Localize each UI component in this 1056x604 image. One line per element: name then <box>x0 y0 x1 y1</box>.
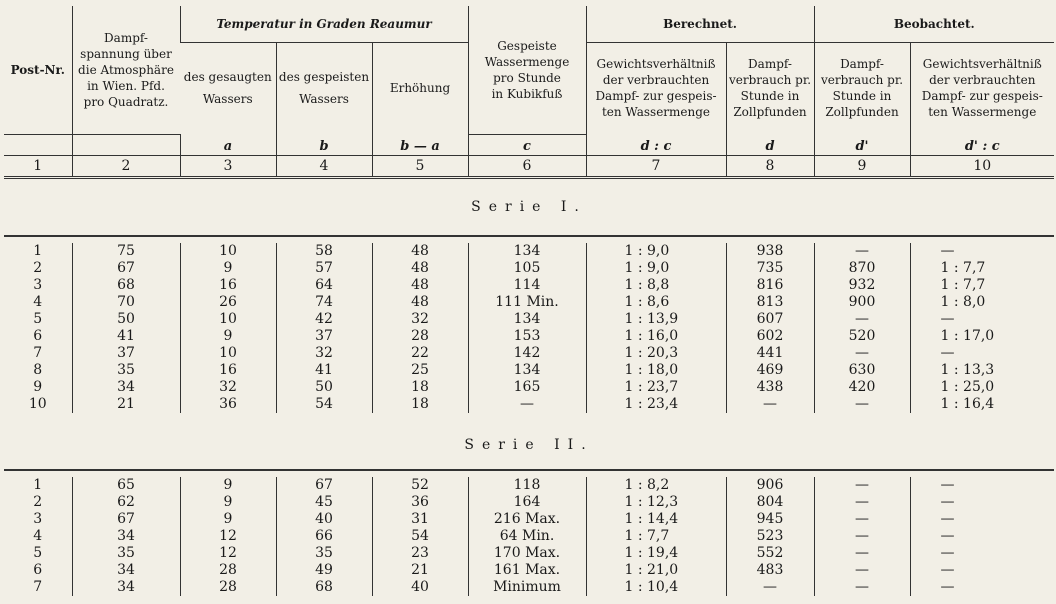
symbol-cell: d <box>726 134 814 155</box>
cell-post-nr: 8 <box>33 361 43 378</box>
cell-ber-ratio: 1 : 23,7 <box>586 379 726 396</box>
cell-post-nr: 3 <box>33 510 43 527</box>
spacer-cell <box>372 596 468 604</box>
cell-temp-a: 10 <box>180 345 276 362</box>
cell-dampfspannung: 34 <box>72 528 180 545</box>
header-line: Zollpfunden <box>825 105 899 120</box>
header-berechnet-group: Berechnet. <box>586 6 814 42</box>
cell-ber-ratio: 1 : 20,3 <box>586 345 726 362</box>
cell-ber-dampf: — <box>726 396 814 413</box>
cell-ber-dampf: 438 <box>726 379 814 396</box>
spacer-cell <box>726 413 814 421</box>
spacer-cell <box>4 596 72 604</box>
cell-temp-b: 64 <box>276 277 372 294</box>
cell-dampfspannung: 67 <box>72 511 180 528</box>
series-2-title: Serie II. <box>4 421 1054 470</box>
cell-post-nr: 7 <box>33 578 43 595</box>
cell-dampfspannung: 50 <box>72 311 180 328</box>
cell-beo-dampf: — <box>814 511 910 528</box>
cell-temp-b: 49 <box>276 562 372 579</box>
cell-beo-ratio: 1 : 25,0 <box>910 379 1054 396</box>
cell-beo-dampf: — <box>814 494 910 511</box>
cell-dampfspannung: 68 <box>72 277 180 294</box>
cell-wassermenge: 114 <box>468 277 586 294</box>
cell-ber-dampf: 523 <box>726 528 814 545</box>
cell-ber-dampf: 602 <box>726 328 814 345</box>
cell-erhoehung: 21 <box>372 562 468 579</box>
cell-ber-dampf: 735 <box>726 260 814 277</box>
cell-temp-b: 41 <box>276 362 372 379</box>
cell-erhoehung: 40 <box>372 579 468 596</box>
cell-post-nr: 6 <box>33 561 43 578</box>
cell-ber-dampf: 469 <box>726 362 814 379</box>
spacer <box>4 596 1054 604</box>
cell-ber-dampf: 816 <box>726 277 814 294</box>
cell-temp-a: 12 <box>180 528 276 545</box>
spacer <box>4 470 1054 477</box>
spacer-cell <box>72 413 180 421</box>
header-dampfspannung <box>72 6 180 134</box>
table-row <box>4 362 1054 379</box>
cell-beo-dampf: — <box>814 562 910 579</box>
cell-beo-ratio: — <box>910 562 1054 579</box>
cell-erhoehung: 48 <box>372 243 468 260</box>
cell-erhoehung: 23 <box>372 545 468 562</box>
column-number: 9 <box>814 155 910 177</box>
cell-temp-a: 9 <box>180 494 276 511</box>
cell-beo-ratio: — <box>910 243 1054 260</box>
cell-temp-b: 40 <box>276 511 372 528</box>
cell-beo-dampf: 520 <box>814 328 910 345</box>
cell-post-nr: 4 <box>33 293 43 310</box>
symbol-cell: b — a <box>372 134 468 155</box>
cell-temp-b: 66 <box>276 528 372 545</box>
table-row <box>4 277 1054 294</box>
cell-ber-dampf: 938 <box>726 243 814 260</box>
spacer-cell <box>180 413 276 421</box>
spacer-cell <box>4 413 72 421</box>
column-number: 7 <box>586 155 726 177</box>
cell-wassermenge: 164 <box>468 494 586 511</box>
cell-temp-b: 32 <box>276 345 372 362</box>
header-line: verbrauch pr. <box>728 73 812 88</box>
cell-ber-ratio: 1 : 9,0 <box>586 243 726 260</box>
cell-beo-dampf: — <box>814 528 910 545</box>
table-row <box>4 379 1054 396</box>
table-row <box>4 294 1054 311</box>
cell-beo-ratio: — <box>910 579 1054 596</box>
cell-dampfspannung: 35 <box>72 545 180 562</box>
cell-wassermenge: 165 <box>468 379 586 396</box>
spacer-cell <box>814 596 910 604</box>
cell-wassermenge: 134 <box>468 243 586 260</box>
cell-beo-ratio: 1 : 7,7 <box>910 260 1054 277</box>
cell-post-nr: 2 <box>33 493 43 510</box>
cell-erhoehung: 18 <box>372 379 468 396</box>
spacer-cell <box>586 413 726 421</box>
cell-erhoehung: 48 <box>372 260 468 277</box>
header-line: die Atmosphäre <box>78 62 174 77</box>
cell-ber-ratio: 1 : 10,4 <box>586 579 726 596</box>
spacer-cell <box>468 596 586 604</box>
cell-wassermenge: Minimum <box>468 579 586 596</box>
cell-wassermenge: 105 <box>468 260 586 277</box>
header-gespeiste <box>468 6 586 134</box>
cell-ber-dampf: — <box>726 579 814 596</box>
cell-dampfspannung: 67 <box>72 260 180 277</box>
series-2-body <box>4 421 1054 604</box>
header-line: in Kubikfuß <box>491 86 563 101</box>
header-beobachtet-group: Beobachtet. <box>814 6 1054 42</box>
cell-beo-ratio: — <box>910 345 1054 362</box>
symbol-cell: d : c <box>586 134 726 155</box>
cell-wassermenge: — <box>468 396 586 413</box>
header-line: verbrauch pr. <box>820 73 904 88</box>
symbol-cell: c <box>468 134 586 155</box>
header-line: pro Stunde <box>493 70 561 85</box>
header-line: der verbrauchten <box>602 73 710 88</box>
cell-post-nr: 5 <box>33 544 43 561</box>
header-temp-b <box>276 42 372 134</box>
series-1-title-row <box>4 177 1054 236</box>
cell-beo-dampf: — <box>814 579 910 596</box>
cell-beo-dampf: 630 <box>814 362 910 379</box>
column-number: 6 <box>468 155 586 177</box>
spacer-cell <box>372 413 468 421</box>
cell-ber-dampf: 483 <box>726 562 814 579</box>
header-line: ten Wassermenge <box>928 105 1037 120</box>
cell-wassermenge: 161 Max. <box>468 562 586 579</box>
cell-erhoehung: 28 <box>372 328 468 345</box>
cell-dampfspannung: 62 <box>72 494 180 511</box>
cell-dampfspannung: 65 <box>72 477 180 494</box>
header-line: Gespeiste <box>497 38 557 53</box>
cell-erhoehung: 31 <box>372 511 468 528</box>
cell-wassermenge: 170 Max. <box>468 545 586 562</box>
cell-temp-a: 10 <box>180 243 276 260</box>
cell-ber-dampf: 906 <box>726 477 814 494</box>
cell-erhoehung: 25 <box>372 362 468 379</box>
column-number: 3 <box>180 155 276 177</box>
cell-temp-b: 50 <box>276 379 372 396</box>
cell-temp-b: 37 <box>276 328 372 345</box>
cell-wassermenge: 134 <box>468 311 586 328</box>
column-number: 2 <box>72 155 180 177</box>
cell-dampfspannung: 41 <box>72 328 180 345</box>
cell-post-nr: 7 <box>33 344 43 361</box>
cell-temp-a: 28 <box>180 562 276 579</box>
cell-erhoehung: 36 <box>372 494 468 511</box>
symbol-cell: d' : c <box>910 134 1054 155</box>
cell-ber-dampf: 441 <box>726 345 814 362</box>
table-row <box>4 511 1054 528</box>
column-number: 10 <box>910 155 1054 177</box>
column-number: 1 <box>4 155 72 177</box>
cell-ber-ratio: 1 : 21,0 <box>586 562 726 579</box>
cell-post-nr: 4 <box>33 527 43 544</box>
series-1-body <box>4 177 1054 421</box>
cell-beo-ratio: 1 : 13,3 <box>910 362 1054 379</box>
header-line: pro Quadratz. <box>83 94 169 109</box>
table-row <box>4 494 1054 511</box>
header-line: Wassers <box>299 92 349 107</box>
table-row <box>4 328 1054 345</box>
cell-beo-dampf: — <box>814 477 910 494</box>
cell-temp-a: 9 <box>180 260 276 277</box>
table-row <box>4 243 1054 260</box>
cell-temp-a: 36 <box>180 396 276 413</box>
cell-erhoehung: 52 <box>372 477 468 494</box>
cell-temp-b: 67 <box>276 477 372 494</box>
cell-beo-dampf: — <box>814 345 910 362</box>
column-number-row <box>4 155 1054 177</box>
header-line: Dampf- <box>840 57 884 72</box>
header-line: Gewichtsverhältniß <box>596 57 716 72</box>
spacer-cell <box>4 470 1054 477</box>
cell-beo-ratio: 1 : 16,4 <box>910 396 1054 413</box>
header-erhoehung: Erhöhung <box>372 42 468 134</box>
cell-post-nr: 1 <box>33 242 43 259</box>
spacer-cell <box>726 596 814 604</box>
header-line: Dampf- <box>104 30 148 45</box>
cell-ber-ratio: 1 : 9,0 <box>586 260 726 277</box>
table-row <box>4 311 1054 328</box>
header-beo-dampf <box>814 42 910 134</box>
spacer <box>4 413 1054 421</box>
cell-wassermenge: 142 <box>468 345 586 362</box>
cell-erhoehung: 22 <box>372 345 468 362</box>
header-line: ten Wassermenge <box>601 105 711 120</box>
header-beo-ratio <box>910 42 1054 134</box>
cell-wassermenge: 118 <box>468 477 586 494</box>
table-row <box>4 345 1054 362</box>
cell-erhoehung: 18 <box>372 396 468 413</box>
cell-beo-ratio: — <box>910 511 1054 528</box>
cell-ber-dampf: 804 <box>726 494 814 511</box>
cell-temp-a: 16 <box>180 277 276 294</box>
cell-wassermenge: 153 <box>468 328 586 345</box>
cell-temp-b: 35 <box>276 545 372 562</box>
cell-temp-a: 10 <box>180 311 276 328</box>
cell-erhoehung: 54 <box>372 528 468 545</box>
cell-temp-b: 45 <box>276 494 372 511</box>
cell-beo-ratio: 1 : 7,7 <box>910 277 1054 294</box>
cell-wassermenge: 64 Min. <box>468 528 586 545</box>
spacer-cell <box>180 596 276 604</box>
series-1-title: Serie I. <box>4 177 1054 236</box>
cell-beo-dampf: — <box>814 243 910 260</box>
spacer-cell <box>910 413 1054 421</box>
spacer <box>4 236 1054 243</box>
header-temp-a <box>180 42 276 134</box>
spacer-cell <box>910 596 1054 604</box>
header-temperatur-group: Temperatur in Graden Reaumur <box>180 6 468 42</box>
cell-post-nr: 1 <box>33 476 43 493</box>
cell-dampfspannung: 21 <box>72 396 180 413</box>
cell-post-nr: 9 <box>33 378 43 395</box>
spacer-cell <box>4 236 1054 243</box>
cell-temp-b: 74 <box>276 294 372 311</box>
cell-dampfspannung: 35 <box>72 362 180 379</box>
cell-ber-ratio: 1 : 8,8 <box>586 277 726 294</box>
cell-temp-b: 42 <box>276 311 372 328</box>
cell-erhoehung: 48 <box>372 277 468 294</box>
cell-beo-dampf: — <box>814 396 910 413</box>
table-row <box>4 396 1054 413</box>
cell-dampfspannung: 34 <box>72 562 180 579</box>
cell-ber-dampf: 945 <box>726 511 814 528</box>
cell-beo-dampf: — <box>814 311 910 328</box>
header-line: Dampf- zur gespeis- <box>921 89 1043 104</box>
header-line: des gespeisten <box>278 70 370 85</box>
series-2-title-row <box>4 421 1054 470</box>
cell-ber-ratio: 1 : 19,4 <box>586 545 726 562</box>
table-row <box>4 260 1054 277</box>
header-group-row <box>4 6 1054 42</box>
spacer-cell <box>814 413 910 421</box>
header-line: Stunde in <box>740 89 800 104</box>
header-line: des gesaugten Wassers <box>183 70 272 107</box>
cell-beo-ratio: 1 : 17,0 <box>910 328 1054 345</box>
symbol-cell <box>72 134 180 155</box>
cell-temp-b: 57 <box>276 260 372 277</box>
symbol-cell <box>4 134 72 155</box>
cell-erhoehung: 32 <box>372 311 468 328</box>
cell-temp-b: 68 <box>276 579 372 596</box>
cell-temp-a: 9 <box>180 511 276 528</box>
header-post-nr: Post-Nr. <box>4 6 72 134</box>
cell-temp-a: 28 <box>180 579 276 596</box>
cell-post-nr: 6 <box>33 327 43 344</box>
cell-beo-dampf: 420 <box>814 379 910 396</box>
cell-dampfspannung: 37 <box>72 345 180 362</box>
cell-beo-ratio: — <box>910 477 1054 494</box>
header-line: Gewichtsverhältniß <box>922 57 1042 72</box>
spacer-cell <box>468 413 586 421</box>
cell-post-nr: 5 <box>33 310 43 327</box>
cell-ber-ratio: 1 : 12,3 <box>586 494 726 511</box>
spacer-cell <box>72 596 180 604</box>
header-ber-ratio <box>586 42 726 134</box>
column-number: 4 <box>276 155 372 177</box>
table-row <box>4 528 1054 545</box>
cell-ber-ratio: 1 : 14,4 <box>586 511 726 528</box>
spacer-cell <box>586 596 726 604</box>
table-row <box>4 579 1054 596</box>
symbol-cell: d' <box>814 134 910 155</box>
cell-temp-b: 58 <box>276 243 372 260</box>
header-ber-dampf <box>726 42 814 134</box>
header-line: Stunde in <box>832 89 892 104</box>
cell-ber-ratio: 1 : 16,0 <box>586 328 726 345</box>
cell-beo-dampf: 932 <box>814 277 910 294</box>
cell-erhoehung: 48 <box>372 294 468 311</box>
cell-temp-a: 26 <box>180 294 276 311</box>
header-line: der verbrauchten <box>929 73 1036 88</box>
header-line: spannung über <box>80 46 172 61</box>
cell-post-nr: 3 <box>33 276 43 293</box>
symbol-cell: a <box>180 134 276 155</box>
cell-temp-b: 54 <box>276 396 372 413</box>
cell-post-nr: 2 <box>33 259 43 276</box>
data-table <box>4 6 1054 604</box>
cell-ber-ratio: 1 : 7,7 <box>586 528 726 545</box>
table-row <box>4 545 1054 562</box>
cell-temp-a: 12 <box>180 545 276 562</box>
cell-ber-dampf: 607 <box>726 311 814 328</box>
header-line: Dampf- zur gespeis- <box>595 89 717 104</box>
cell-dampfspannung: 34 <box>72 379 180 396</box>
header-line: Wassermenge <box>484 54 570 69</box>
cell-beo-ratio: — <box>910 545 1054 562</box>
cell-beo-ratio: — <box>910 494 1054 511</box>
table-row <box>4 477 1054 494</box>
cell-temp-a: 16 <box>180 362 276 379</box>
header-line: Zollpfunden <box>733 105 807 120</box>
spacer-cell <box>276 596 372 604</box>
header-line: Dampf- <box>748 57 792 72</box>
cell-ber-ratio: 1 : 13,9 <box>586 311 726 328</box>
cell-wassermenge: 134 <box>468 362 586 379</box>
cell-dampfspannung: 34 <box>72 579 180 596</box>
cell-ber-ratio: 1 : 8,6 <box>586 294 726 311</box>
column-number: 8 <box>726 155 814 177</box>
column-number: 5 <box>372 155 468 177</box>
cell-ber-dampf: 813 <box>726 294 814 311</box>
cell-wassermenge: 216 Max. <box>468 511 586 528</box>
cell-ber-ratio: 1 : 8,2 <box>586 477 726 494</box>
cell-wassermenge: 111 Min. <box>468 294 586 311</box>
table-row <box>4 562 1054 579</box>
cell-ber-dampf: 552 <box>726 545 814 562</box>
cell-temp-a: 32 <box>180 379 276 396</box>
cell-beo-dampf: — <box>814 545 910 562</box>
cell-dampfspannung: 75 <box>72 243 180 260</box>
cell-beo-ratio: — <box>910 528 1054 545</box>
header-line: in Wien. Pfd. <box>87 78 165 93</box>
cell-temp-a: 9 <box>180 477 276 494</box>
spacer-cell <box>276 413 372 421</box>
cell-ber-ratio: 1 : 18,0 <box>586 362 726 379</box>
cell-beo-dampf: 900 <box>814 294 910 311</box>
cell-beo-ratio: 1 : 8,0 <box>910 294 1054 311</box>
cell-post-nr: 10 <box>28 395 47 412</box>
symbol-cell: b <box>276 134 372 155</box>
cell-beo-ratio: — <box>910 311 1054 328</box>
cell-dampfspannung: 70 <box>72 294 180 311</box>
cell-temp-a: 9 <box>180 328 276 345</box>
cell-ber-ratio: 1 : 23,4 <box>586 396 726 413</box>
cell-beo-dampf: 870 <box>814 260 910 277</box>
symbol-row <box>4 134 1054 155</box>
